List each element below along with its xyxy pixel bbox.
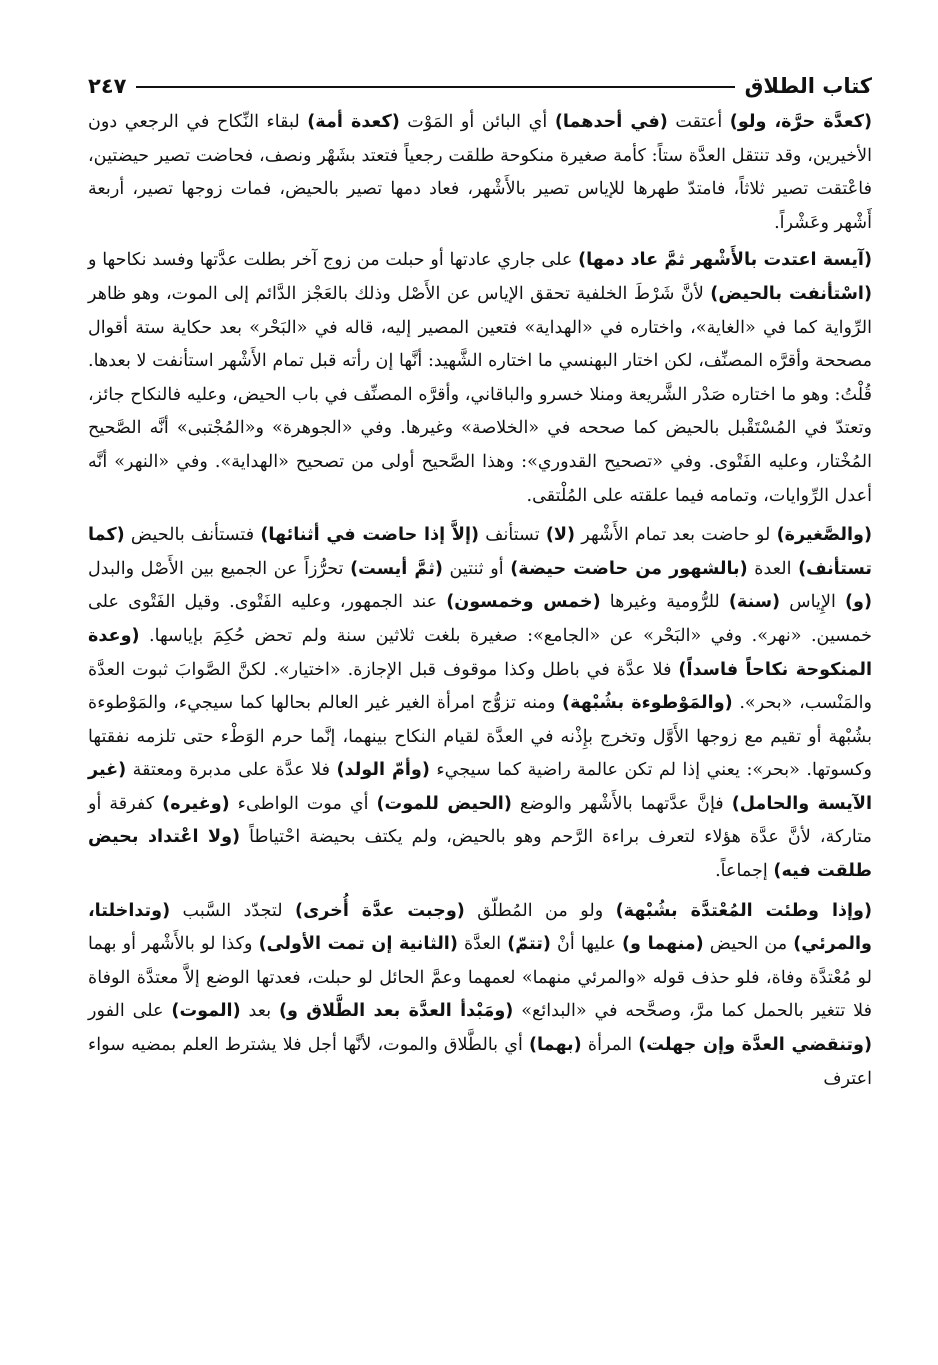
matn-text: (كعدة أمة): [307, 112, 400, 132]
sharh-text: لو حاضت بعد تمام الأَشْهر: [575, 525, 777, 546]
sharh-text: أو ثنتين: [442, 558, 511, 579]
matn-text: (وتنقضي العدَّة وإن جهلت): [638, 1035, 873, 1056]
paragraph: [88, 519, 872, 889]
matn-text: (وإذا وطئت المُعْتدَّة بشُبْهة): [615, 900, 873, 921]
paragraph: [88, 106, 872, 240]
sharh-text: أي البائن أو المَوْت: [399, 112, 555, 132]
matn-text: (الثانية إن تمت الأولى): [258, 934, 458, 955]
sharh-text: لتجدّد السَّبب: [170, 900, 296, 921]
sharh-text: الإِياس: [780, 592, 845, 613]
matn-text: (و): [844, 592, 872, 613]
matn-text: (لا): [545, 525, 576, 546]
matn-text: (غير الآيسة والحامل): [88, 760, 872, 814]
sharh-text: أي موت الواطىء: [229, 793, 377, 814]
matn-text: (بالشهور من حاضت حيضة): [510, 558, 748, 579]
sharh-text: من الحيض: [703, 934, 794, 955]
sharh-text: أي بالطَّلاق والموت، لأنَّها أجل فلا يشترط العلم بمضيه سواء اعترف: [88, 1035, 872, 1089]
sharh-text: تحرُّزاً عن الجميع بين الأَصْل والبدل: [88, 558, 351, 579]
sharh-text: العدَّة: [457, 934, 508, 955]
sharh-text: على الفور: [88, 1001, 172, 1022]
chapter-title: كتاب الطلاق: [744, 74, 872, 98]
sharh-text: ومنه تزوُّج امرأة الغير غير العالم بحالها كما سيجيء، والمَوْطوءة بشُبْهة أو تقيم مع زوجها الأَوَّل وتخرج بإِذْنه في العدَّة لقيام النكاح بينهما، إنَّما حرم الوَطْء حتى تلزمه نفقتها وكسوتها. «بحر»: يعني إذا لم تكن عالمة راضية كما سيجيء: [88, 693, 872, 781]
header-rule: [136, 86, 734, 88]
matn-text: (وأمّ الولد): [336, 760, 430, 781]
sharh-text: المرأة: [581, 1035, 639, 1056]
matn-text: (الموت): [171, 1001, 241, 1022]
sharh-text: لأنَّ شَرْطَ الخلفية تحقق الإياس عن الأَصْل وذلك بالعَجْز الدَّائم إلى الموت، وهو ظاهر الرِّواية كما في «الغاية»، واختاره في «الهداية» فتعين المصير إليه، قاله في «البَحْر» بعد حكاية ستة أقوال مصححة وأقرَّه المصنِّف، لكن اختار البهنسي ما اختاره الشَّهيد: أنَّها إن رأته قبل تمام الأَشْهر استأنفت لا بعدها. قُلْتُ: وهو ما اختاره صَدْر الشَّريعة ومنلا خسرو والباقاني، وأقرَّه المصنِّف في باب الحيض، وعليه فالنكاح جائز، وتعتدّ في المُسْتَقْبل بالحيض كما صححه في «الخلاصة» وغيرها. وفي «الجوهرة» و«المُجْتبى» أنَّه الصَّحيح المُخْتار، وعليه الفَتْوى. وفي «تصحيح القدوري»: وهذا الصَّحيح أولى من تصحيح «الهداية». وفي «النهر» أنَّه أعدل الرِّوايات، وتمامه فيما علقته على المُلْتقى.: [88, 283, 872, 506]
sharh-text: لبقاء النِّكاح في الرجعي دون الأخيرين، وقد تنتقل العدَّة ستاً: كأمة صغيرة منكوحة طلقت رجعياً فتعتد بشَهْر ونصف، فحاضت تصير حيضتين، فاعْتقت تصير ثلاثاً، فامتدّ طهرها للإياس تصير بالأَشْهر، فعاد دمها تصير بالحيض، فمات زوجها تصير، أربعة أَشْهر وعَشْراً.: [88, 112, 872, 233]
page-number: ٢٤٧: [88, 74, 127, 98]
sharh-text: عليها أنْ: [550, 934, 623, 955]
matn-text: (وجبت عدَّة أُخرى): [295, 900, 465, 921]
matn-text: (إلاَّ إذا حاضت في أثنائها): [260, 525, 480, 546]
sharh-text: كفرقة أو متاركة، لأنَّ عدَّة هؤلاء لتعرف براءة الرَّحم وهو بالحيض، ولم يكتف بحيضة احْتياطاً: [88, 793, 872, 848]
paragraph: [88, 895, 872, 1097]
sharh-text: فلا عدَّة على مدبرة ومعتقة: [126, 760, 337, 781]
sharh-text: فإنَّ عدَّتهما بالأَشْهر والوضع: [511, 793, 732, 814]
matn-text: (وتداخلتا، والمرئي): [88, 900, 872, 955]
sharh-text: ولو من المُطلّق: [464, 900, 616, 921]
matn-text: (آيسة اعتدت بالأَشْهر ثمَّ عاد دمها): [578, 250, 872, 271]
sharh-text: تستأنف: [479, 525, 546, 546]
page-body: [88, 106, 872, 1096]
matn-text: (ولا اعْتداد بحيض طلقت فيه): [88, 827, 872, 882]
matn-text: (ثمَّ أيست): [350, 558, 443, 579]
matn-text: (منهما و): [622, 934, 704, 955]
sharh-text: فلا عدَّة في باطل وكذا موقوف قبل الإجازة. «اختيار». لكنَّ الصَّوابَ ثبوت العدَّة والمَنْسب، «بحر».: [88, 659, 872, 714]
sharh-text: بعد: [240, 1001, 279, 1022]
matn-text: (كعدَّة حرَّة، ولو): [729, 112, 873, 132]
matn-text: (وعدة المنكوحة نكاحاً فاسداً): [88, 625, 872, 680]
sharh-text: عند الجمهور، وعليه الفَتْوى. وقيل الفَتْوى على خمسين. «نهر». وفي «البَحْر» عن «الجامع»: صغيرة بلغت ثلاثين سنة ولم تحض حُكِمَ بإياسها.: [88, 592, 872, 646]
book-page: [88, 58, 872, 1345]
matn-text: (خمس وخمسون): [446, 592, 601, 613]
matn-text: (كما تستأنف): [88, 525, 872, 579]
matn-text: (تتمّ): [507, 934, 551, 955]
paragraph: [88, 244, 872, 513]
sharh-text: وكذا لو بالأَشْهر أو بهما لو مُعْتدَّة وفاة، فلو حذف قوله «والمرئي منهما» لعمهما وعمَّ الحائل لو حبلت، فعدتها الوضع إلاَّ معتدَّة الوفاة فلا تتغير بالحمل كما مرَّ، وصحَّحه في «البدائع»: [88, 934, 873, 1022]
matn-text: (اسْتأنفت بالحيض): [710, 283, 872, 304]
matn-text: (ومَبْدأ العدَّة بعد الطَّلاق و): [278, 1001, 514, 1022]
sharh-text: للرُّومية وغيرها: [600, 592, 729, 613]
running-header: [88, 58, 872, 98]
matn-text: (في أحدهما): [554, 112, 668, 132]
matn-text: (الحيض للموت): [376, 793, 512, 814]
sharh-text: أعتقت: [667, 112, 730, 132]
sharh-text: فتستأنف بالحيض: [124, 525, 261, 546]
sharh-text: إجماعاً.: [715, 861, 774, 882]
matn-text: (وغيره): [162, 793, 230, 814]
matn-text: (والمَوْطوءة بشُبْهة): [562, 693, 733, 714]
matn-text: (والصَّغيرة): [776, 525, 872, 546]
sharh-text: على جاري عادتها أو حبلت من زوج آخر بطلت عدَّتها وفسد نكاحها و: [88, 250, 579, 271]
matn-text: (بهما): [529, 1035, 582, 1056]
sharh-text: العدة: [747, 558, 799, 579]
matn-text: (سنة): [728, 592, 781, 613]
